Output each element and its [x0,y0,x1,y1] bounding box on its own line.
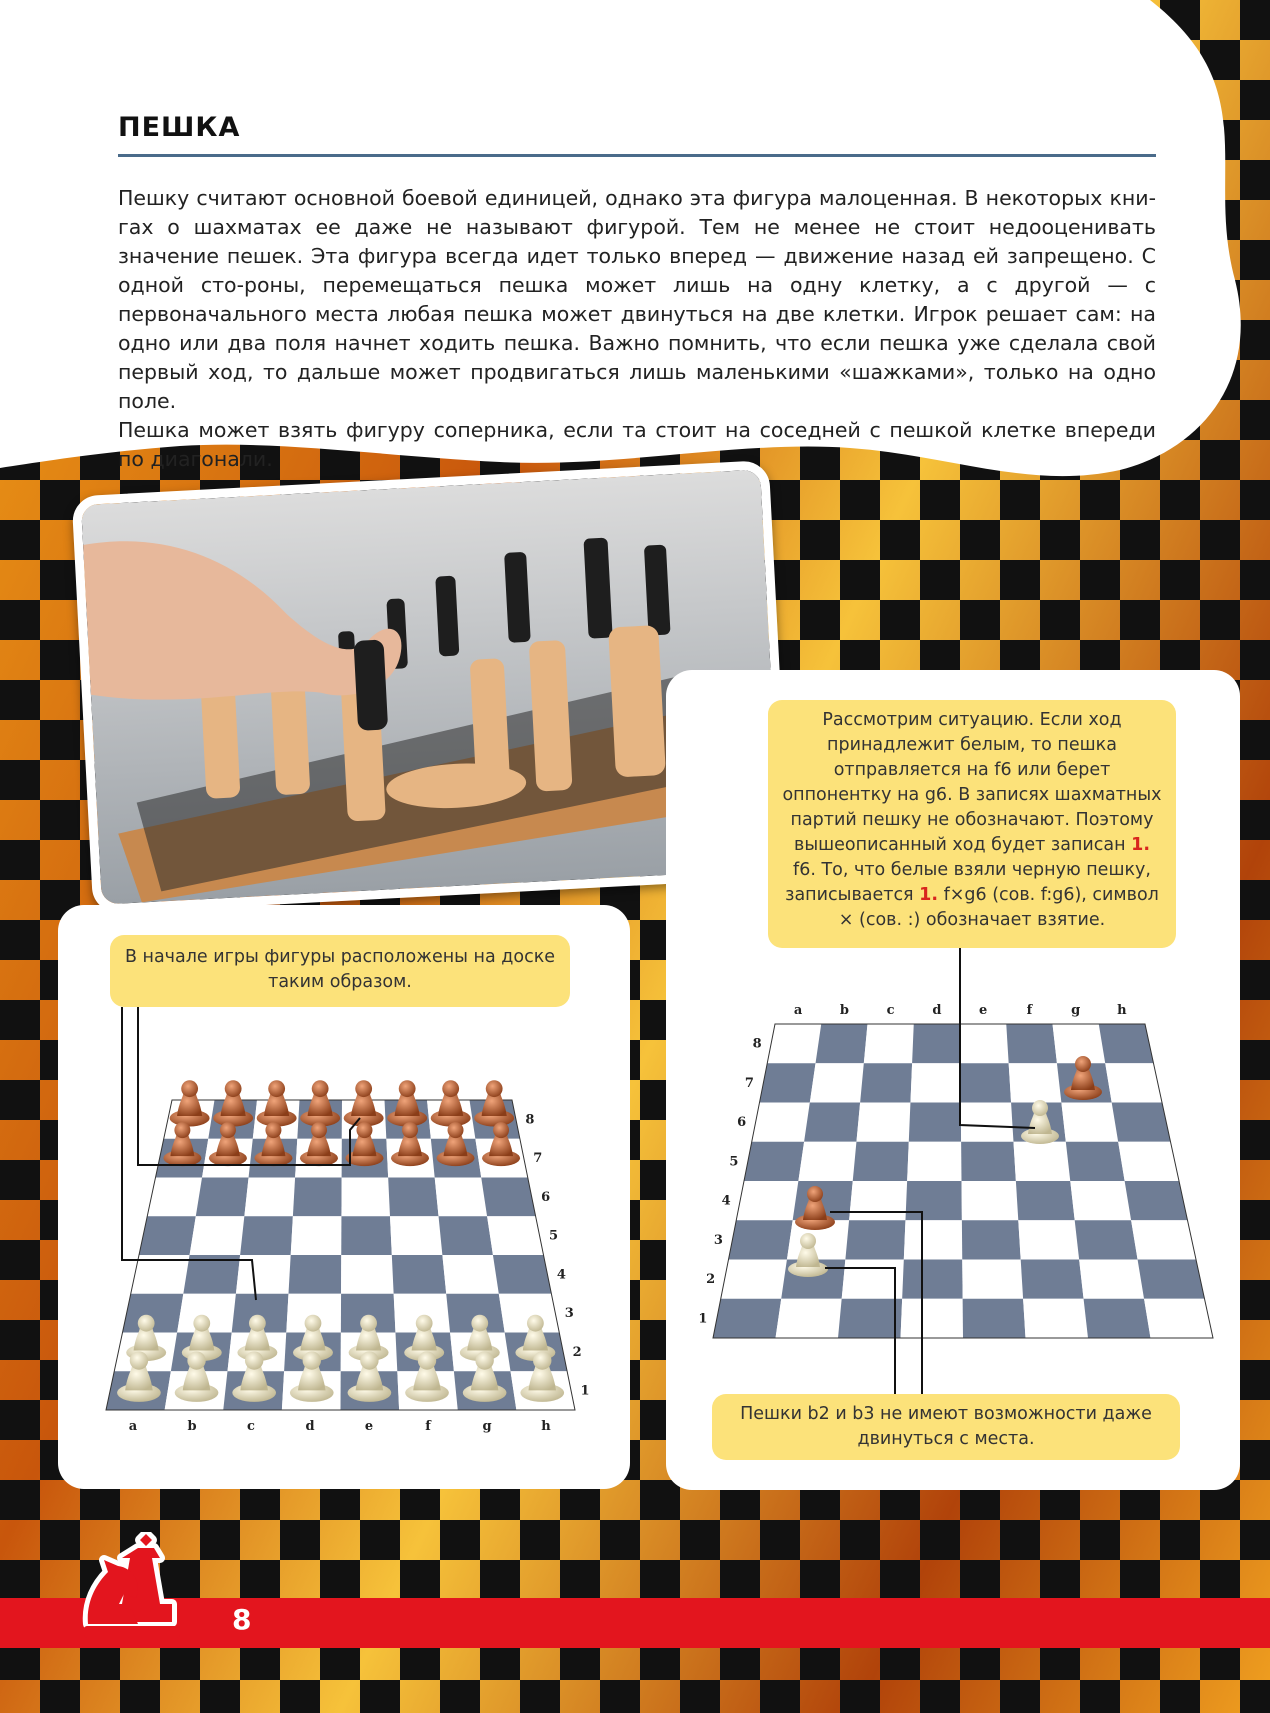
board-square [909,1103,961,1142]
board-square [853,1142,909,1181]
board-square [1118,1142,1179,1181]
board-coordinate-label: 1 [698,1311,708,1327]
board-coordinate-label: 5 [729,1154,739,1170]
board-square [838,1299,902,1338]
board-square [776,1299,842,1338]
board-square [902,1260,962,1299]
board-square [1021,1260,1084,1299]
board-square [960,1024,1009,1063]
board-square [1105,1063,1162,1102]
board-coordinate-label: 4 [556,1267,566,1283]
board-square [961,1142,1016,1181]
board-coordinate-label: 4 [721,1193,731,1209]
callout-starting-position: В начале игры фигуры расположены на доске таким образом. [110,935,570,1007]
board-square [960,1063,1011,1102]
chess-logo-icon [78,1532,208,1642]
board-square [713,1299,781,1338]
board-square [816,1024,868,1063]
board-coordinate-label: 2 [572,1344,582,1360]
board-coordinate-label: f [425,1419,431,1434]
move-number-2: 1. [919,885,938,905]
board-coordinate-label: 7 [533,1151,543,1167]
board-square [736,1181,798,1220]
board-square [864,1024,914,1063]
board-square [1018,1220,1079,1259]
board-coordinate-label: 6 [737,1115,747,1131]
board-coordinate-label: f [1026,1003,1033,1018]
board-coordinate-label: c [886,1003,895,1018]
board-coordinate-label: 1 [580,1383,590,1399]
board-coordinate-label: e [978,1003,988,1018]
board-coordinate-label: c [247,1419,255,1434]
board-coordinate-label: 7 [744,1075,754,1091]
board-coordinate-label: 3 [564,1306,574,1322]
board-square [962,1220,1021,1259]
board-coordinate-label: b [839,1003,849,1018]
board-square [1138,1260,1205,1299]
callout-blocked-pawns: Пешки b2 и b3 не имеют возможности даже двинуться с места. [712,1394,1180,1460]
board-coordinate-label: h [1117,1003,1127,1018]
board-square [1006,1024,1057,1063]
board-square [1075,1220,1138,1259]
board-square [744,1142,804,1181]
board-square [961,1103,1014,1142]
board-square [804,1103,860,1142]
board-square [752,1103,810,1142]
board-square [963,1299,1026,1338]
paragraph-1: Пешку считают основной боевой единицей, однако эта фигура малоценная. В некоторых кни-гах о шахматах ее даже не называют фигурой. Тем не менее не стоит недооценивать значение пешек. Эта фигура всегда идет только вперед — движение назад ей запрещено. С одной сто-роны, перемещаться пешка может лишь на одну клетку, а с другой — с первоначального места любая пешка может двинуться на две клетки. Игрок решает сам: на одно или два поля начнет ходить пешка. Важно помнить, что если пешка уже сделала свой первый ход, то дальше может продвигаться лишь маленькими «шажками», только на одно поле. [118,186,1156,413]
board-square [1112,1103,1171,1142]
board-coordinate-label: g [482,1419,492,1434]
board-coordinate-label: a [793,1003,803,1018]
board-square [760,1063,816,1102]
board-coordinate-label: d [305,1419,315,1434]
board-square [1023,1299,1088,1338]
board-coordinate-label: 5 [549,1228,559,1244]
board-square [849,1181,907,1220]
board-square [962,1181,1019,1220]
board-square [904,1220,962,1259]
board-coordinate-label: 8 [752,1036,762,1052]
board-square [729,1220,793,1259]
move-1-text: f6. То, что белые взяли черную пешку, записывается [785,860,1151,905]
page-title: ПЕШКА [118,112,241,143]
board-square [1084,1299,1151,1338]
board-square [901,1299,964,1338]
board-square [1144,1299,1213,1338]
board-square [856,1103,910,1142]
board-square [721,1260,787,1299]
move-2-text: f×g6 (сов. f:g6), символ × (сов. :) обозначает взятие. [838,885,1159,930]
move-number-1: 1. [1131,835,1150,855]
board-square [1009,1063,1062,1102]
board-square [907,1142,961,1181]
board-square [912,1024,960,1063]
board-square [1099,1024,1154,1063]
board-coordinate-label: b [187,1419,197,1434]
board-square [905,1181,961,1220]
board-coordinate-label: a [128,1419,138,1434]
callout-pawn-situation [768,700,1176,948]
board-coordinate-label: g [1071,1003,1081,1018]
paragraph-2: Пешка может взять фигуру соперника, если та стоит на соседней с пешкой клетке впереди по диагонали. [118,418,1156,471]
page-number: 8 [232,1603,252,1636]
board-square [1070,1181,1131,1220]
board-square [1131,1220,1196,1259]
board-square [845,1220,905,1259]
board-coordinate-label: 2 [706,1272,716,1288]
board-coordinate-label: d [932,1003,942,1018]
board-square [767,1024,821,1063]
board-square [1079,1260,1144,1299]
board-square [1125,1181,1188,1220]
board-coordinate-label: 6 [541,1189,551,1205]
board-square [810,1063,864,1102]
board-square [1016,1181,1075,1220]
board-square [860,1063,912,1102]
board-coordinate-label: 8 [525,1112,535,1128]
board-coordinate-label: h [541,1419,551,1434]
board-square [798,1142,856,1181]
board-coordinate-label: e [364,1419,374,1434]
board-square [1066,1142,1125,1181]
board-square [1061,1103,1118,1142]
board-square [1013,1142,1070,1181]
board-square [962,1260,1023,1299]
board-coordinate-label: 3 [713,1232,723,1248]
situation-text: Рассмотрим ситуацию. Если ход принадлежит белым, то пешка отправляется на f6 или берет оппонентку на g6. В записях шахматных партий пешку не обозначают. Поэтому вышеописанный ход будет записан [782,710,1162,855]
board-square [910,1063,960,1102]
